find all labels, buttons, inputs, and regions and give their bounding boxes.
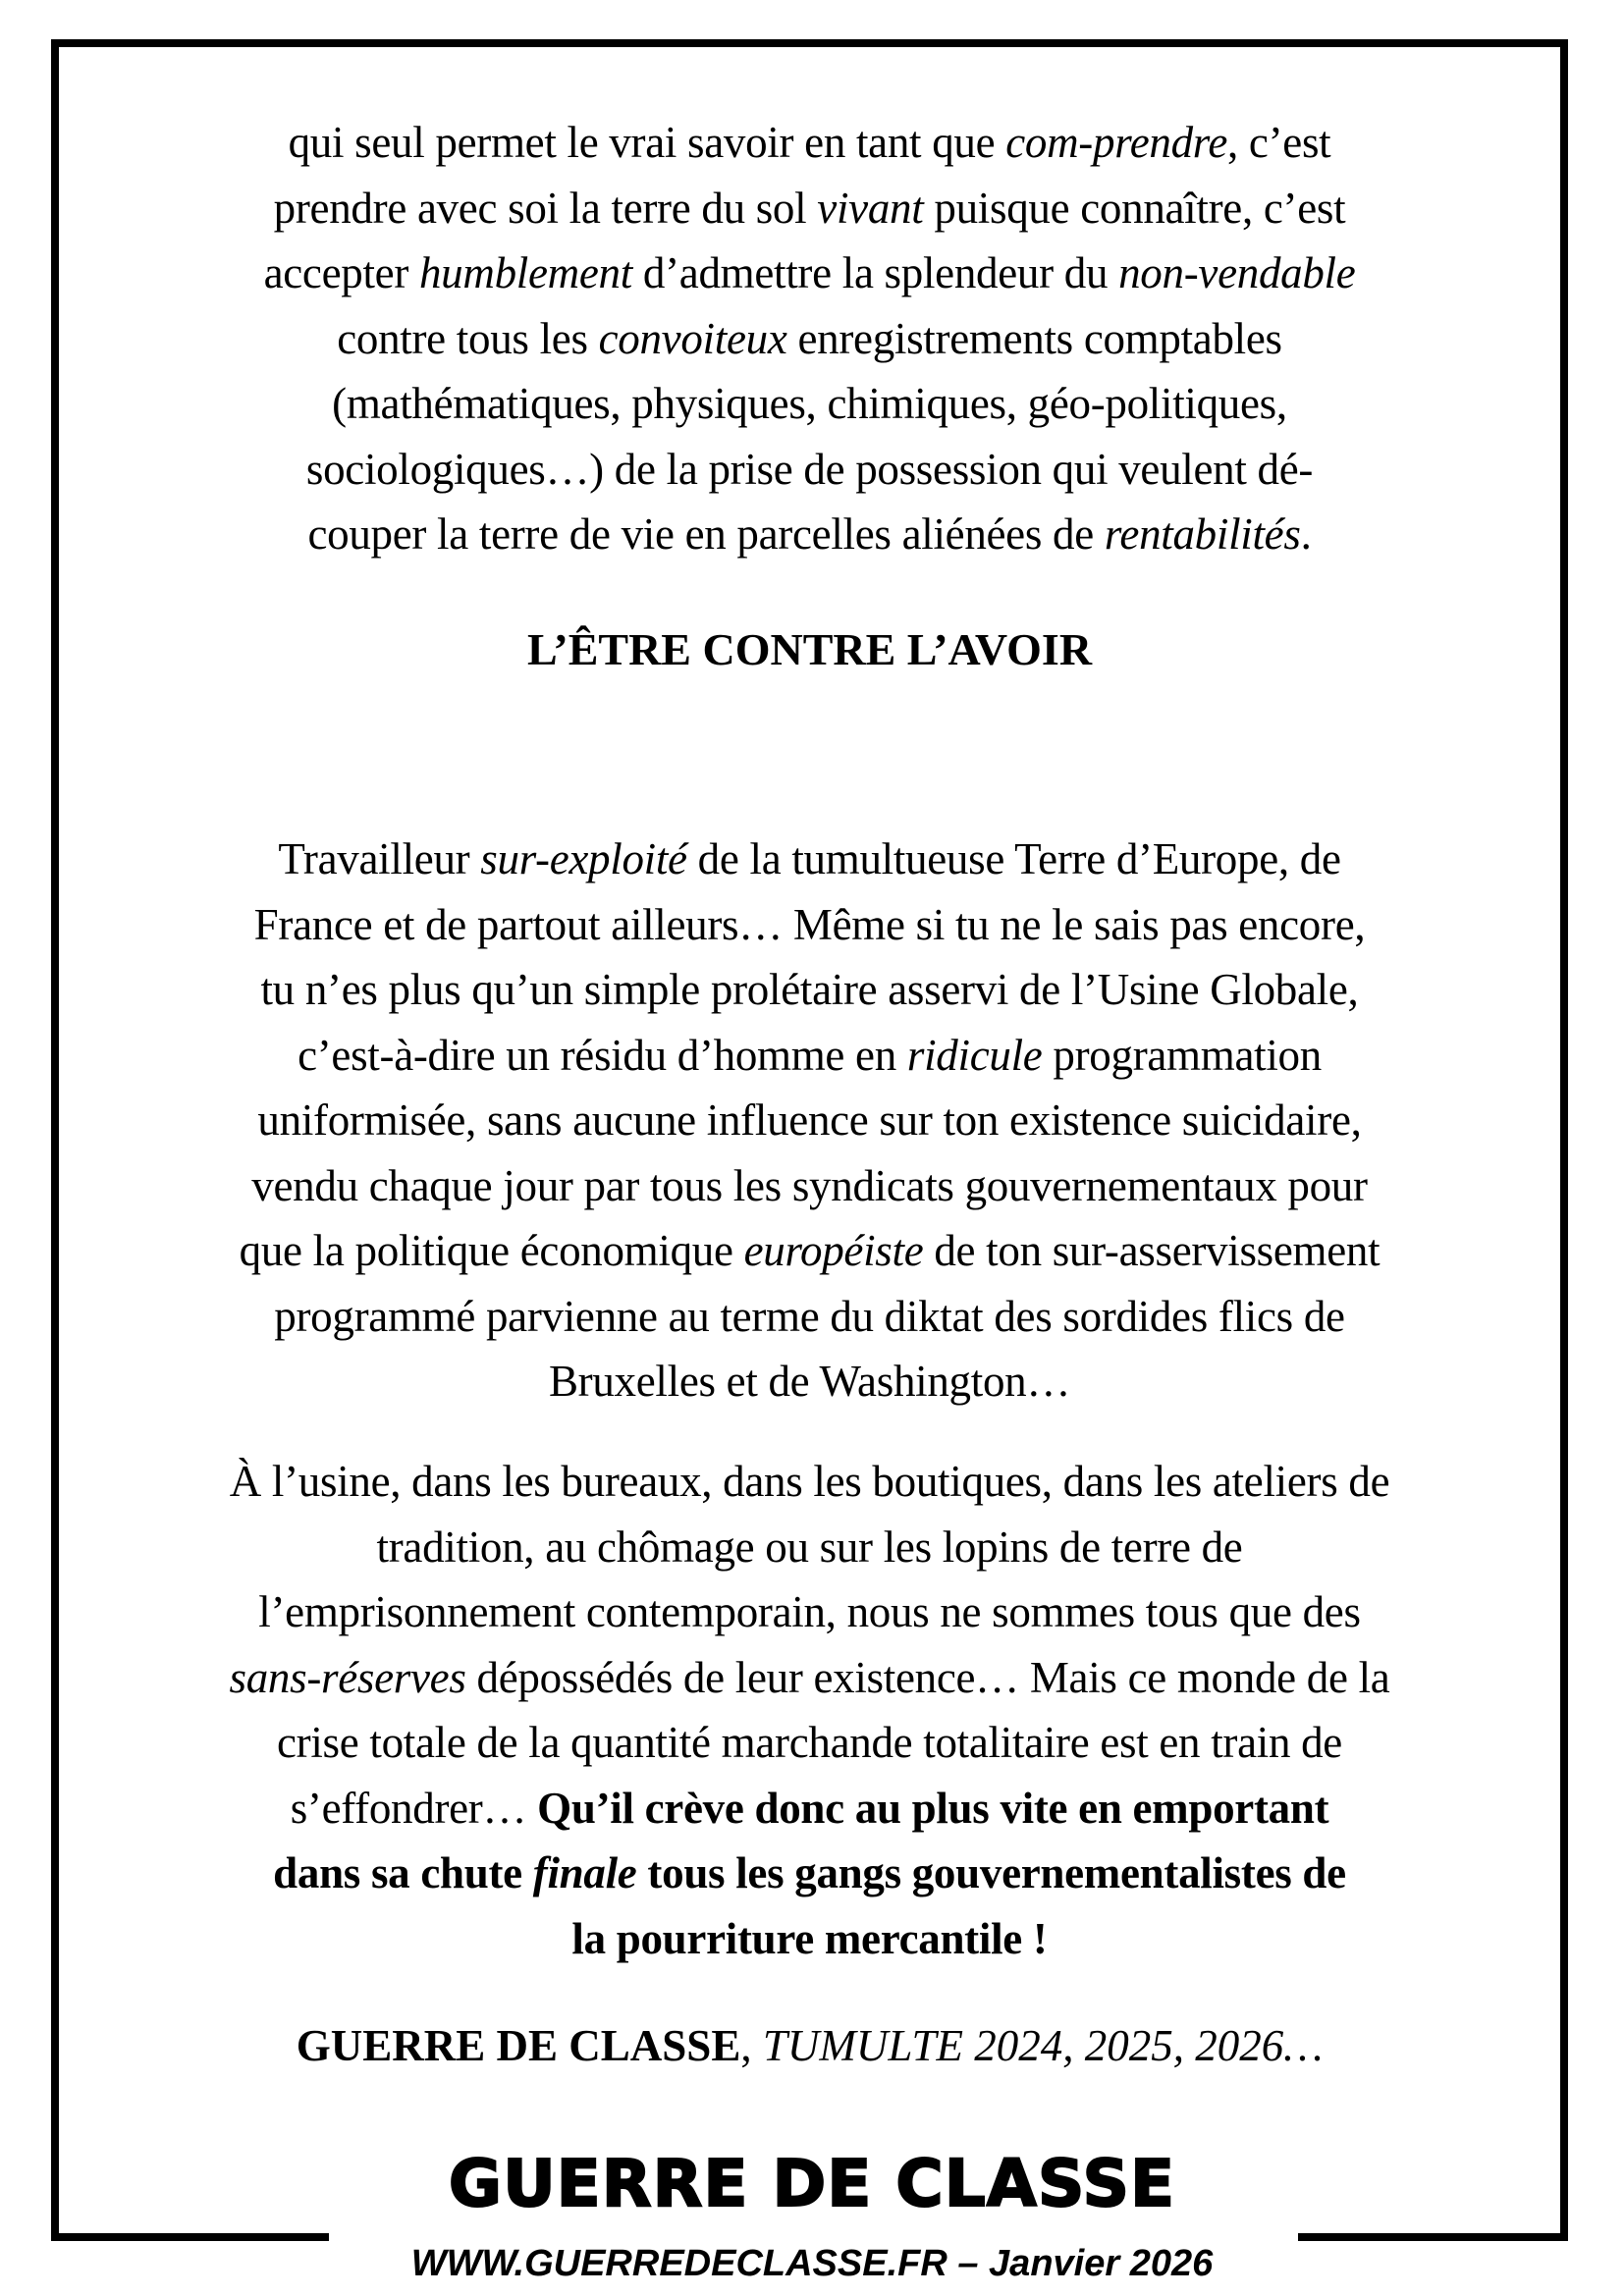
bold-text: Qu’il crève donc au plus vite en emportant — [537, 1783, 1329, 1833]
frame-bottom-left-border — [51, 2233, 329, 2241]
text-segment: prendre avec soi la terre du sol — [273, 183, 818, 233]
text-line — [59, 1914, 1560, 1963]
emphasis-text: com-prendre — [1005, 118, 1228, 167]
text-segment: l’emprisonnement contemporain, nous ne sommes tous que des — [258, 1587, 1361, 1636]
emphasis-text: sur-exploité — [480, 834, 687, 883]
frame-bottom-right-border — [1298, 2233, 1568, 2241]
text-line — [59, 118, 1560, 167]
text-line — [59, 1095, 1560, 1145]
footer-url-line[interactable]: WWW.GUERREDECLASSE.FR – Janvier 2026 — [410, 2243, 1214, 2284]
text-segment: Bruxelles et de Washington… — [548, 1357, 1071, 1406]
text-line — [59, 1357, 1560, 1406]
signature-line — [59, 2021, 1560, 2070]
text-line — [59, 1522, 1560, 1572]
text-segment: . — [1300, 509, 1312, 559]
text-segment: qui seul permet le vrai savoir en tant que — [288, 118, 1006, 167]
text-segment: programmation — [1042, 1030, 1322, 1080]
text-segment: accepter — [263, 248, 419, 297]
frame-top-border — [51, 39, 1568, 47]
text-segment: dépossédés de leur existence… Mais ce monde de la — [465, 1652, 1390, 1702]
frame-right-border — [1560, 39, 1568, 2241]
text-line — [59, 445, 1560, 494]
text-line — [59, 1653, 1560, 1702]
emphasis-text: sans-réserves — [229, 1652, 466, 1702]
text-line — [59, 1718, 1560, 1767]
text-line — [59, 1784, 1560, 1833]
text-segment: Travailleur — [278, 834, 481, 883]
text-segment: de la tumultueuse Terre d’Europe, de — [686, 834, 1341, 883]
text-line — [59, 1457, 1560, 1506]
text-line — [59, 1161, 1560, 1210]
emphasis-text: vivant — [817, 183, 924, 233]
footer-title: GUERRE DE CLASSE — [448, 2146, 1176, 2221]
text-segment: d’admettre la splendeur du — [631, 248, 1119, 297]
text-line — [59, 1226, 1560, 1275]
section-heading: L’ÊTRE CONTRE L’AVOIR — [526, 624, 1093, 674]
emphasis-text: non-vendable — [1118, 248, 1356, 297]
text-line — [59, 1587, 1560, 1636]
text-segment: France et de partout ailleurs… Même si tu ne le sais pas encore, — [253, 899, 1366, 949]
text-line — [59, 965, 1560, 1014]
text-line — [59, 379, 1560, 428]
signature-tagline: TUMULTE 2024, 2025, 2026… — [762, 2021, 1324, 2070]
signature-author: GUERRE DE CLASSE — [296, 2021, 741, 2070]
text-segment: puisque connaître, c’est — [923, 183, 1346, 233]
emphasis-text: convoiteux — [598, 313, 787, 363]
text-segment: tradition, au chômage ou sur les lopins de terre de — [376, 1522, 1243, 1572]
bold-text: tous les gangs gouvernementalistes de — [636, 1848, 1346, 1897]
text-line — [59, 1292, 1560, 1341]
text-line — [59, 900, 1560, 949]
text-segment: couper la terre de vie en parcelles aliénées de — [307, 509, 1105, 559]
text-line — [59, 314, 1560, 363]
bold-text: la pourriture mercantile ! — [571, 1913, 1048, 1963]
bold-text: dans sa chute — [273, 1848, 533, 1897]
text-line — [59, 248, 1560, 297]
text-line — [59, 834, 1560, 883]
text-line — [59, 509, 1560, 559]
text-segment: uniformisée, sans aucune influence sur ton existence suicidaire, — [257, 1095, 1362, 1145]
text-segment: de ton sur-asservissement — [923, 1226, 1380, 1275]
text-line — [59, 1848, 1560, 1897]
text-segment: sociologiques…) de la prise de possession qui veulent dé- — [305, 444, 1314, 494]
text-segment: crise totale de la quantité marchande totalitaire est en train de — [276, 1718, 1342, 1767]
text-segment: tu n’es plus qu’un simple prolétaire asservi de l’Usine Globale, — [260, 965, 1359, 1014]
text-segment: (mathématiques, physiques, chimiques, géo-politiques, — [332, 379, 1287, 428]
emphasis-text: rentabilités — [1104, 509, 1301, 559]
frame-left-border — [51, 39, 59, 2241]
text-segment: s’effondrer… — [290, 1783, 538, 1833]
signature-separator: , — [740, 2021, 763, 2070]
text-segment: , c’est — [1227, 118, 1331, 167]
text-line — [59, 1031, 1560, 1080]
text-segment: vendu chaque jour par tous les syndicats gouvernementaux pour — [251, 1160, 1368, 1210]
emphasis-text: finale — [532, 1848, 637, 1897]
text-segment: enregistrements comptables — [786, 313, 1282, 363]
emphasis-text: humblement — [418, 248, 632, 297]
text-segment: contre tous les — [337, 313, 599, 363]
text-segment: c’est-à-dire un résidu d’homme en — [298, 1030, 907, 1080]
text-segment: À l’usine, dans les bureaux, dans les boutiques, dans les ateliers de — [229, 1457, 1390, 1506]
emphasis-text: européiste — [743, 1226, 924, 1275]
text-segment: programmé parvienne au terme du diktat des sordides flics de — [274, 1291, 1345, 1341]
text-segment: que la politique économique — [239, 1226, 744, 1275]
text-line — [59, 184, 1560, 233]
emphasis-text: ridicule — [906, 1030, 1043, 1080]
